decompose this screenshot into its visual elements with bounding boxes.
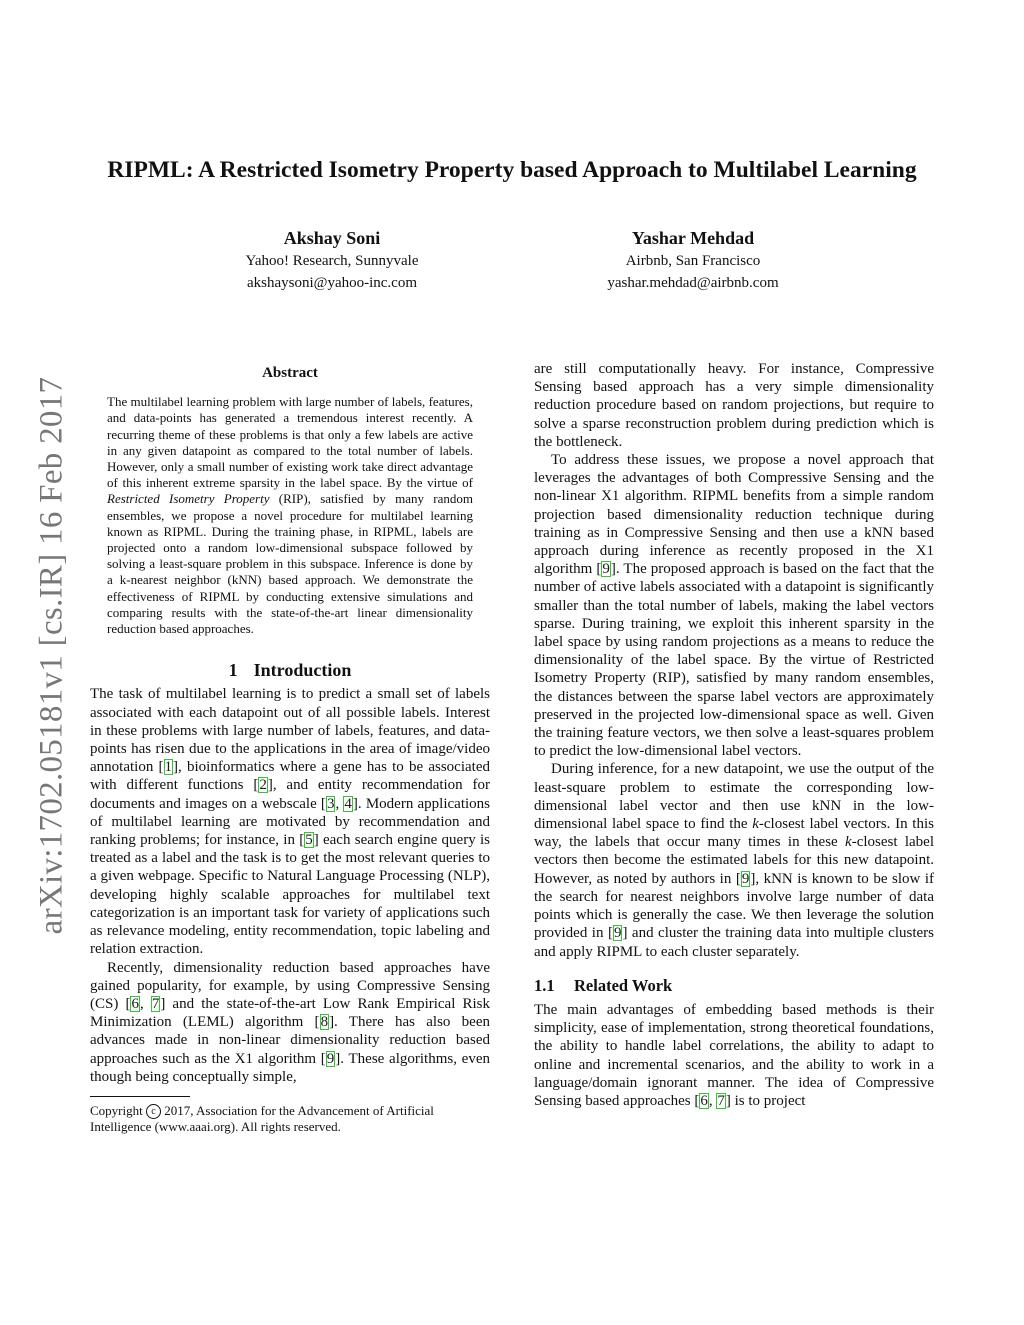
text-run: ] is to project [725,1092,806,1109]
footnote-rule [90,1096,190,1097]
text-run: 2017, Association for the Advancement of Artificial Intelligence (www.aaai.org). All rights reserved. [90,1102,434,1134]
abstract-text-part: The multilabel learning problem with large number of labels, features, and data-points has generated a tremendous interest recently. A recurring theme of these problems is that only a few labels are active in any given datapoint as compared to the total number of labels. However, only a small number of existing work take direct advantage of this inherent extreme sparsity in the label space. By the virtue of [107,394,473,491]
author-email: yashar.mehdad@airbnb.com [607,275,779,291]
intro-paragraph-2 [90,959,490,1086]
text-run: ], and entity recommendation for documents and images on a webscale [ [90,777,490,812]
paper-title: RIPML: A Restricted Isometry Property based Approach to Multilabel Learning [107,157,917,183]
citation-link[interactable]: 1 [164,759,173,776]
citation-link[interactable]: 4 [344,795,352,812]
citation-link[interactable]: 9 [741,870,750,887]
section-title: Introduction [253,660,352,681]
citation-link[interactable]: 9 [613,925,622,942]
author-block-2 [523,226,863,294]
citation-link[interactable]: 2 [259,777,267,794]
abstract-heading: Abstract [262,365,318,381]
text-run: Recently, dimensionality reduction based approaches have gained popularity, for example, by using Compressive Sensing (CS) [ [90,959,490,1012]
text-run: , [335,795,344,812]
citation-link[interactable]: 5 [305,832,313,849]
text-run: During inference, for a new datapoint, we use the output of the least-square problem to estimate the corresponding low-dimensional label vector and then use kNN in the low-dimensional label space to find the [534,761,934,833]
citation-link[interactable]: 7 [717,1092,725,1109]
text-run: Copyright [90,1102,146,1118]
abstract-text [107,394,473,637]
abstract-emphasis: Restricted Isometry Property [107,491,270,507]
author-block-1 [162,226,502,294]
arxiv-identifier [28,366,76,944]
citation-link[interactable]: 6 [700,1092,708,1109]
arxiv-identifier-text: arXiv:1702.05181v1 [cs.IR] 16 Feb 2017 [33,376,70,934]
section-heading-introduction [90,661,490,679]
math-symbol: k [752,816,759,833]
text-run: To address these issues, we propose a novel approach that leverages the advantages of both Compressive Sensing and the non-linear X1 algorithm. RIPML benefits from a simple random projection based dimensionality reduction technique during training as in Compressive Sensing and then use a kNN based approach during inference as recently proposed in the X1 algorithm [ [534,452,934,578]
author-affiliation: Airbnb, San Francisco [625,253,761,269]
text-run: ], bioinformatics where a gene has to be associated with different functions [ [90,759,490,794]
intro-paragraph-1 [90,685,490,958]
subsection-heading-related-work [534,977,934,995]
section-number: 1 [228,660,238,681]
citation-link[interactable]: 9 [326,1050,335,1067]
author-affiliation: Yahoo! Research, Sunnyvale [245,253,419,269]
text-run: ]. The proposed approach is based on the fact that the number of active labels associated with a datapoint is significantly smaller than the total number of labels, making the label vectors sparse. During training, we exploit this inherent sparsity in the label space by using random projections as a means to reduce the dimensionality of the label space. By the virtue of Restricted Isometry Property (RIP), satisfied by many random ensembles, the distances between the sparse label vectors are approximately preserved in the projected low-dimensional space as well. Given the training feature vectors, we then solve a least-squares problem to predict the low-dimensional label vectors. [534,561,934,760]
intro-paragraph-continued: are still computationally heavy. For instance, Compressive Sensing based approach has a very simple dimensionality reduction procedure based on random projections, but require to solve a sparse reconstruction problem during prediction which is the bottleneck. [534,361,934,450]
citation-link[interactable]: 9 [602,561,610,578]
text-run: ], kNN is known to be slow if the search for nearest neighbors involve large number of data points which is generally the case. We then leverage the solution provided in [ [534,870,935,942]
copyright-icon: c [146,1104,161,1119]
citation-link[interactable]: 7 [151,995,160,1012]
related-work-paragraph [534,1001,934,1110]
intro-paragraph-3 [534,451,934,760]
citation-link[interactable]: 3 [326,795,335,812]
intro-paragraph-4 [534,760,934,960]
author-name: Yashar Mehdad [631,228,755,248]
subsection-number: 1.1 [534,975,555,995]
left-column [90,360,490,1135]
text-run: ]. These algorithms, even though being conceptually simple, [90,1050,490,1085]
author-name: Akshay Soni [283,228,381,248]
copyright-footnote [90,1103,490,1135]
text-run: , [708,1092,717,1109]
text-run: The task of multilabel learning is to predict a small set of labels associated with each datapoint out of all possible labels. Interest in these problems with large number of labels, features, and data-points has risen due to the applications in the area of image/video annotation [ [90,686,490,776]
text-run: -closest label vectors. In this way, the labels that occur many times in these [534,816,934,851]
citation-link[interactable]: 6 [131,995,139,1012]
right-column [534,360,934,1110]
text-run: ]. There has also been advances made in non-linear dimensionality reduction based approaches such as the X1 algorithm [ [90,1014,491,1067]
math-symbol: k [845,834,852,851]
abstract-text-part: (RIP), satisfied by many random ensembles, we propose a novel procedure for multilabel learning known as RIPML. During the training phase, in RIPML, labels are projected onto a random low-dimensional subspace followed by solving a least-square problem in this subspace. Inference is done by a k-nearest neighbor (kNN) based approach. We demonstrate the effectiveness of RIPML by conducting extensive simulations and comparing results with the state-of-the-art linear dimensionality reduction based approaches. [107,491,473,637]
text-run: ]. Modern applications of multilabel learning are motivated by recommendation and ranking problems; for instance, in [ [90,795,490,849]
author-email: akshaysoni@yahoo-inc.com [246,275,418,291]
text-run: ] each search engine query is treated as a label and the task is to get the most relevant queries to a given webpage. Specific to Natural Language Processing (NLP), developing highly scalable approaches for multilabel text categorization is an important task for variety of applications such as relevance modeling, entity recommendation, topic labeling and relation extraction. [90,832,490,958]
citation-link[interactable]: 8 [320,1014,329,1031]
subsection-title: Related Work [574,975,673,995]
text-run: -closest label vectors then become the estimated labels for this new datapoint. However, as noted by authors in [ [534,834,934,887]
text-run: ] and cluster the training data into multiple clusters and apply RIPML to each cluster separately. [534,925,934,960]
text-run: , [139,995,151,1012]
text-run: The main advantages of embedding based methods is their simplicity, ease of implementation, strong theoretical foundations, the ability to handle label correlations, the ability to adapt to online and incremental scenarios, and the ability to work in a language/domain ignorant manner. The idea of Compressive Sensing based approaches [ [534,1001,934,1109]
text-run: ] and the state-of-the-art Low Rank Empirical Risk Minimization (LEML) algorithm [ [90,995,491,1031]
